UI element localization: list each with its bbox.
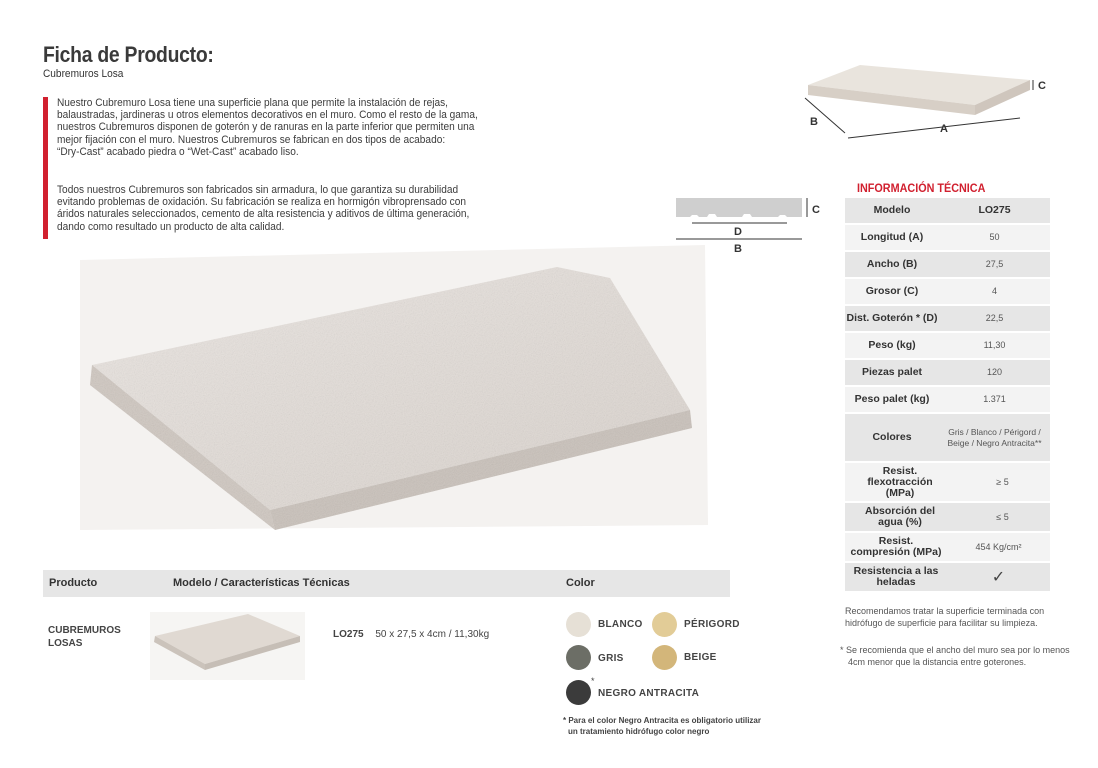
header-color: Color: [566, 577, 595, 589]
spec-row: [845, 333, 1050, 360]
spec-value: 120: [939, 360, 1050, 385]
asterisk-mark: *: [591, 676, 595, 686]
note-line: 4cm menor que la distancia entre goterones.: [848, 656, 1027, 667]
spec-key: Grosor (C): [845, 279, 939, 304]
spec-key: Peso (kg): [845, 333, 939, 358]
spec-row: [845, 360, 1050, 387]
swatch-negro-antracita: [566, 680, 591, 705]
description-line: mejor fijación con el muro. Nuestros Cubremuros se fabrican en dos tipos de acabado:: [57, 133, 446, 146]
note-line: Recomendamos tratar la superficie terminada con: [845, 606, 1045, 616]
color-footnote: [563, 715, 761, 737]
spec-table: [845, 198, 1050, 593]
model-code: LO275: [333, 629, 364, 640]
spec-value: 22,5: [939, 306, 1050, 331]
color-label: GRIS: [598, 653, 624, 664]
dim-label-c: C: [1038, 80, 1046, 92]
model-description: 50 x 27,5 x 4cm / 11,30kg: [375, 629, 490, 640]
dim-label-a: A: [940, 123, 948, 135]
spec-key: Ancho (B): [845, 252, 939, 277]
spec-row: [845, 279, 1050, 306]
product-name: [48, 624, 121, 650]
spec-value: 454 Kg/cm²: [947, 533, 1050, 561]
spec-key: Resistencia a las heladas: [845, 563, 947, 591]
section-label-d: D: [734, 226, 742, 238]
spec-row: [845, 563, 1050, 593]
dimension-diagram-3d: [800, 60, 1060, 150]
product-name-line: LOSAS: [48, 638, 83, 649]
spec-key: Colores: [845, 414, 939, 461]
spec-value: ≤ 5: [955, 503, 1050, 531]
spec-value: Gris / Blanco / Périgord / Beige / Negro Antracita**: [939, 414, 1050, 461]
swatch-perigord: [652, 612, 677, 637]
description-line: evitando problemas de oxidación. Su fabricación se realiza en hormigón vibroprensado con: [57, 196, 466, 209]
page-title: Ficha de Producto:: [43, 42, 214, 67]
spec-value: 4: [939, 279, 1050, 304]
spec-value: 50: [939, 225, 1050, 250]
product-table-header: [43, 570, 730, 597]
spec-row: [845, 225, 1050, 252]
description-line: Todos nuestros Cubremuros son fabricados sin armadura, lo que garantiza su durabilidad: [57, 184, 459, 196]
spec-value: 27,5: [939, 252, 1050, 277]
footnote-line: un tratamiento hidrófugo color negro: [568, 727, 710, 736]
description-paragraph-2: [57, 184, 469, 233]
check-icon: ✓: [947, 563, 1050, 591]
surface-note: [845, 606, 1044, 629]
wall-note: [840, 645, 1070, 668]
description-line: áridos naturales seleccionados, cemento de alta resistencia y aditivos de última generación,: [57, 208, 470, 221]
spec-key: Resist. flexotracción (MPa): [845, 463, 955, 501]
spec-row: [845, 414, 1050, 463]
header-product: Producto: [49, 577, 98, 589]
note-line: hidrófugo de superficie para facilitar su limpieza.: [845, 617, 1038, 628]
description-line: balaustradas, jardineras u otros elementos decorativos en el muro. Como el resto de la gama,: [57, 109, 478, 122]
spec-key: Dist. Goterón * (D): [845, 306, 939, 331]
color-label: PÉRIGORD: [684, 619, 740, 630]
spec-value: LO275: [939, 198, 1050, 223]
page-subtitle: Cubremuros Losa: [43, 68, 124, 80]
swatch-blanco: [566, 612, 591, 637]
description-line: nuestros Cubremuros disponen de goterón y de ranuras en la parte inferior que permiten una: [57, 121, 475, 134]
footnote-line: * Para el color Negro Antracita es obligatorio utilizar: [563, 716, 761, 725]
cross-section-diagram: [672, 195, 812, 245]
spec-value: 1.371: [939, 387, 1050, 412]
spec-title: INFORMACIÓN TÉCNICA: [857, 181, 986, 195]
spec-key: Modelo: [845, 198, 939, 223]
spec-row: [845, 533, 1050, 563]
description-line: “Dry-Cast” acabado piedra o “Wet-Cast” acabado liso.: [57, 145, 299, 158]
section-label-c: C: [812, 204, 820, 216]
product-name-line: CUBREMUROS: [48, 625, 121, 636]
color-label: BLANCO: [598, 619, 643, 630]
color-label: BEIGE: [684, 652, 717, 663]
spec-row: [845, 463, 1050, 503]
accent-bar: [43, 97, 48, 239]
section-label-b: B: [734, 243, 742, 255]
product-image: [80, 240, 710, 535]
spec-row: [845, 387, 1050, 414]
model-info: [333, 629, 489, 640]
spec-value: 11,30: [939, 333, 1050, 358]
spec-key: Piezas palet: [845, 360, 939, 385]
spec-key: Longitud (A): [845, 225, 939, 250]
description-paragraph-1: [57, 97, 478, 158]
spec-key: Absorción del agua (%): [845, 503, 955, 531]
product-thumbnail: [150, 612, 305, 680]
spec-row: [845, 306, 1050, 333]
dim-label-b: B: [810, 116, 818, 128]
spec-key: Peso palet (kg): [845, 387, 939, 412]
spec-key: Resist. compresión (MPa): [845, 533, 947, 561]
spec-header-row: [845, 198, 1050, 225]
spec-value: ≥ 5: [955, 463, 1050, 501]
swatch-gris: [566, 645, 591, 670]
spec-row: [845, 252, 1050, 279]
color-label: NEGRO ANTRACITA: [598, 688, 700, 699]
description-line: dando como resultado un producto de alta calidad.: [57, 220, 285, 233]
note-line: * Se recomienda que el ancho del muro sea por lo menos: [840, 645, 1070, 655]
spec-row: [845, 503, 1050, 533]
header-model: Modelo / Características Técnicas: [173, 577, 350, 589]
description-line: Nuestro Cubremuro Losa tiene una superficie plana que permite la instalación de rejas,: [57, 97, 448, 109]
swatch-beige: [652, 645, 677, 670]
